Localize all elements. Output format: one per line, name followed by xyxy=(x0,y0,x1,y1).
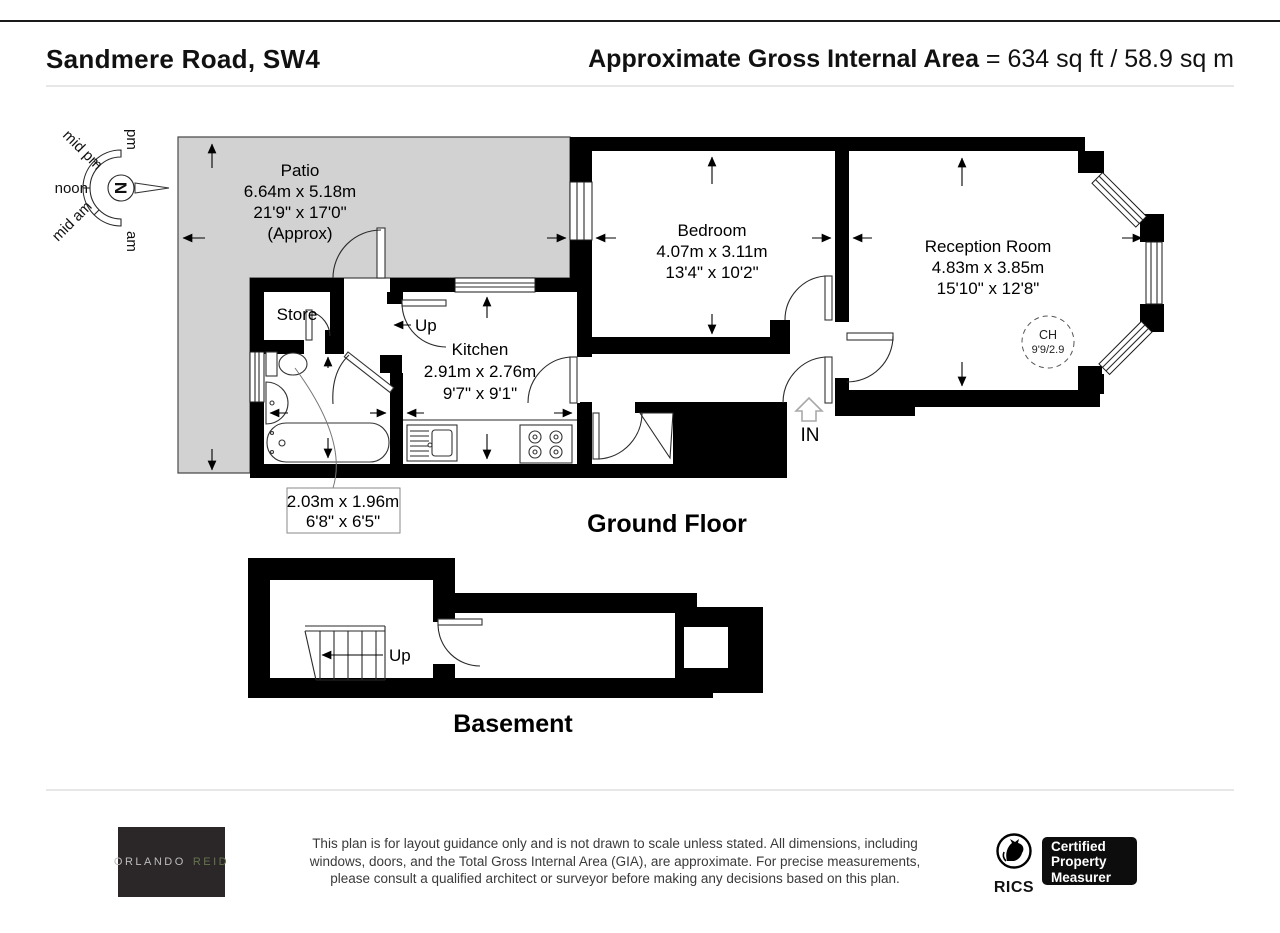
patio-label: Patio xyxy=(280,161,320,180)
store-label: Store xyxy=(276,305,318,324)
basement-door xyxy=(438,619,482,666)
basement-title: Basement xyxy=(453,710,573,738)
disclaimer-line-2: windows, doors, and the Total Gross Internal Area (GIA), are approximate. For precise measurements, xyxy=(309,853,921,869)
bedroom-imperial: 13'4" x 10'2" xyxy=(665,263,759,282)
kitchen-patio-window xyxy=(455,278,535,292)
patio-note: (Approx) xyxy=(267,224,333,243)
page-title: Sandmere Road, SW4 xyxy=(46,44,321,74)
bedroom-door xyxy=(785,276,832,320)
disclaimer-line-1: This plan is for layout guidance only and is not drawn to scale unless stated. All dimensions, including xyxy=(312,836,918,851)
ceiling-height-marker xyxy=(1022,316,1074,368)
reception-metric: 4.83m x 3.85m xyxy=(931,258,1045,277)
kitchen-imperial: 9'7" x 9'1" xyxy=(442,384,518,403)
footer-divider xyxy=(46,789,1234,791)
logo-word-orlando: ORLANDO xyxy=(113,856,186,868)
up-label-ground: Up xyxy=(415,316,437,335)
compass-mid-pm: mid pm xyxy=(59,126,106,174)
bedroom-patio-window xyxy=(570,182,592,240)
gia-label: Approximate Gross Internal Area xyxy=(588,45,979,73)
ch-label: CH xyxy=(1038,328,1058,342)
reception-door xyxy=(847,333,893,382)
north-arrow-icon xyxy=(135,183,169,193)
hob xyxy=(520,425,572,463)
certified-measurer-badge xyxy=(1042,837,1137,885)
basement-walls xyxy=(248,558,763,698)
compass-north: N xyxy=(111,181,130,195)
kitchen-label: Kitchen xyxy=(451,340,509,359)
bay-window-top xyxy=(1092,173,1146,227)
bathroom-metric: 2.03m x 1.96m xyxy=(286,492,400,511)
entrance-marker xyxy=(796,398,822,446)
kitchen-sink xyxy=(407,425,457,461)
compass-mid-am: mid am xyxy=(48,198,96,245)
toilet xyxy=(266,352,307,376)
disclaimer-text xyxy=(295,835,935,888)
bathroom-imperial: 6'8" x 6'5" xyxy=(305,512,381,531)
badge-line-1: Certified xyxy=(1051,839,1106,854)
patio-metric: 6.64m x 5.18m xyxy=(243,182,357,201)
logo-word-reid: REID xyxy=(192,856,230,868)
rics-logo xyxy=(988,831,1040,897)
gia-value: = 634 sq ft / 58.9 sq m xyxy=(978,45,1234,73)
bathroom-window xyxy=(250,352,264,402)
bay-window-middle xyxy=(1146,242,1162,304)
patio-area xyxy=(178,137,570,473)
reception-imperial: 15'10" x 12'8" xyxy=(936,279,1040,298)
badge-line-2: Property xyxy=(1051,854,1107,870)
compass-pm: pm xyxy=(123,129,140,150)
ground-floor-title: Ground Floor xyxy=(587,510,747,538)
disclaimer-line-3: please consult a qualified architect or surveyor before making any decisions based on this plan. xyxy=(330,871,900,887)
compass-am: am xyxy=(123,231,140,252)
compass-noon: noon xyxy=(54,180,88,197)
bedroom-metric: 4.07m x 3.11m xyxy=(656,242,768,261)
basement-stairs xyxy=(305,626,385,680)
ground-floor-plan xyxy=(178,137,1164,538)
entrance-label: IN xyxy=(800,425,820,446)
side-door xyxy=(593,413,673,459)
reception-label: Reception Room xyxy=(924,237,1052,256)
rics-lion-icon xyxy=(992,831,1036,873)
basement-plan xyxy=(248,558,763,738)
agency-logo xyxy=(113,827,230,897)
entrance-arrow-icon xyxy=(796,398,822,421)
bedroom-label: Bedroom xyxy=(677,221,747,240)
kitchen-metric: 2.91m x 2.76m xyxy=(423,362,537,381)
front-door xyxy=(783,357,832,403)
basin xyxy=(266,382,288,424)
up-label-basement: Up xyxy=(389,646,411,665)
patio-imperial: 21'9" x 17'0" xyxy=(253,203,347,222)
rics-label: RICS xyxy=(993,879,1035,896)
ch-value: 9'9/2.9 xyxy=(1031,344,1065,356)
bay-window-bottom xyxy=(1099,321,1152,374)
compass-rose xyxy=(49,127,169,252)
badge-line-3: Measurer xyxy=(1051,869,1112,885)
